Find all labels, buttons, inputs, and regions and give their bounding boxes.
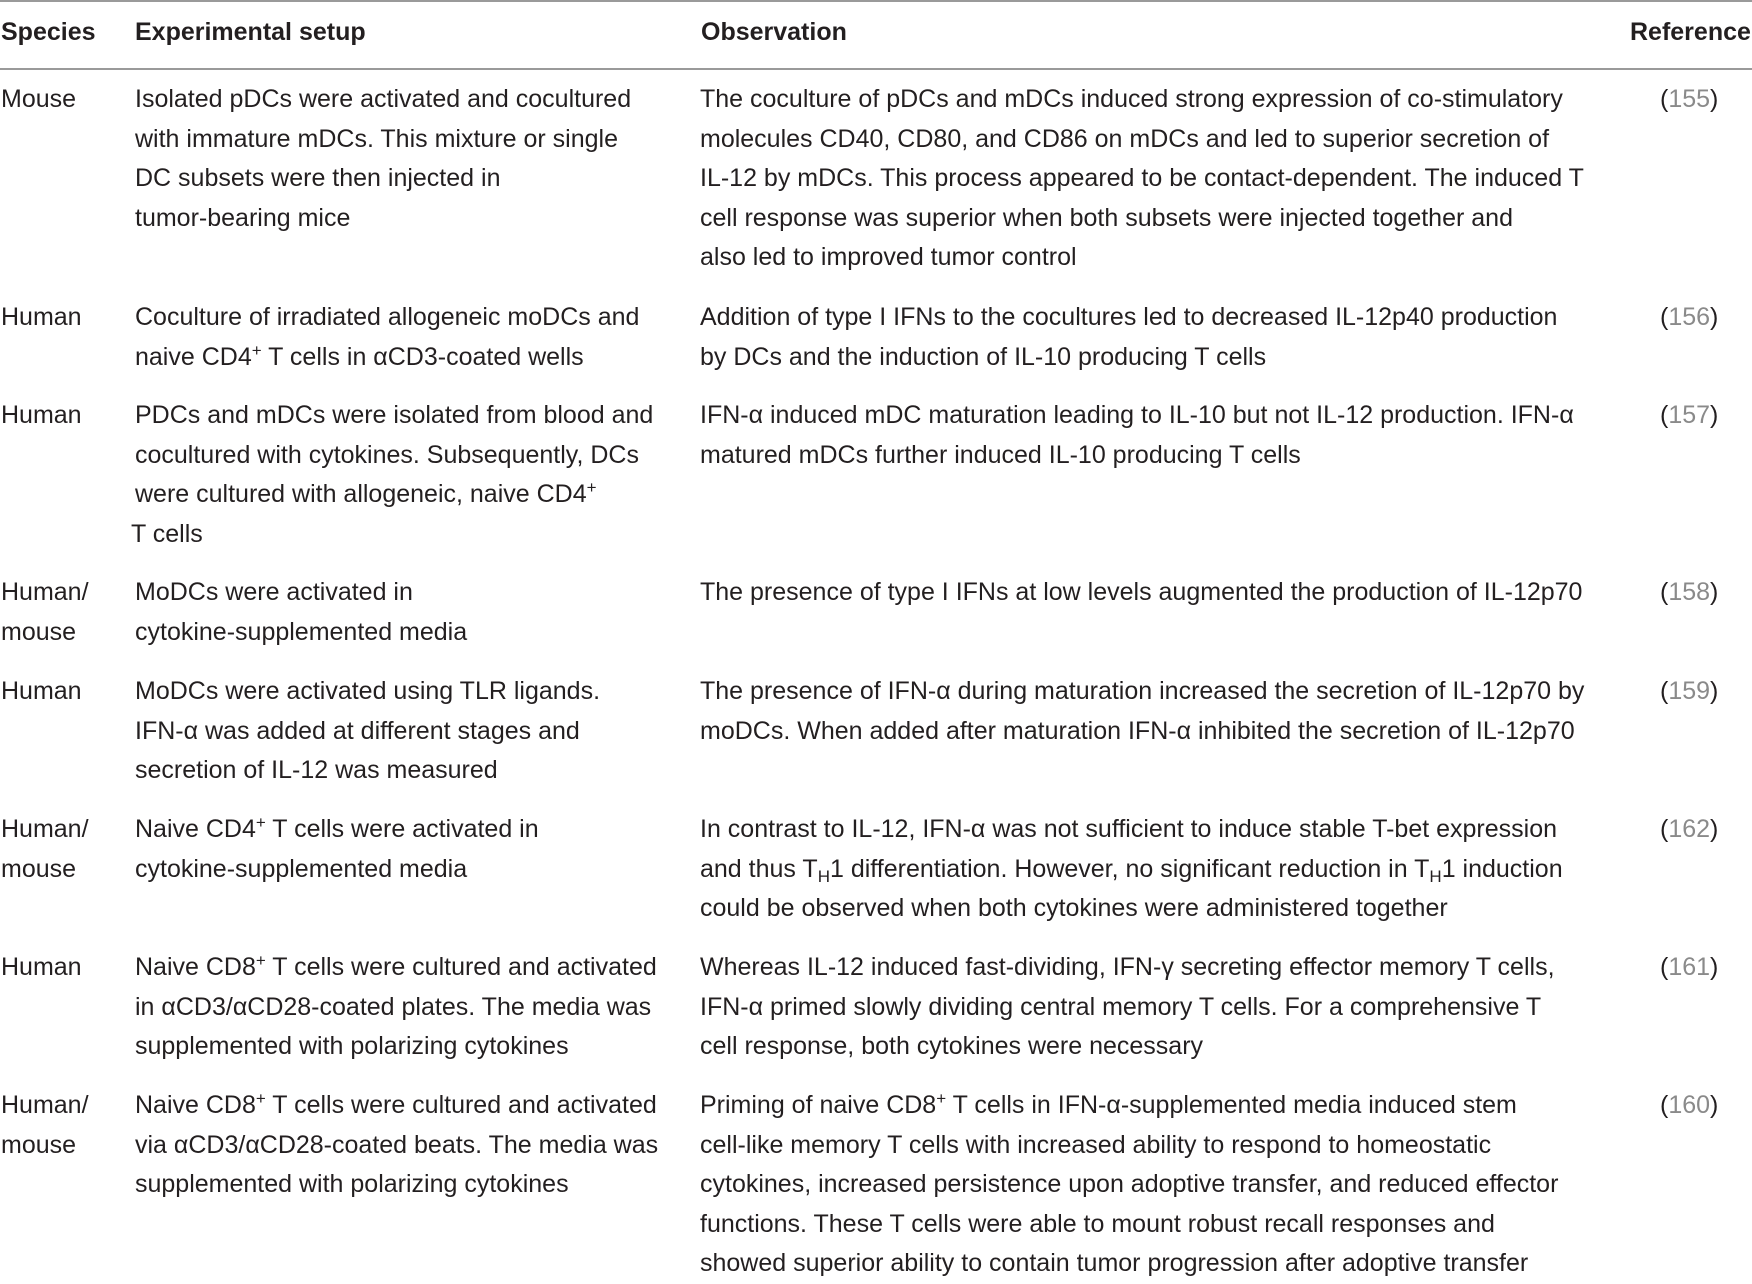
species-cell: Mouse <box>1 85 77 113</box>
reference-cell: (161) <box>1660 953 1719 981</box>
setup-cell: Isolated pDCs were activated and cocultured with immature mDCs. This mixture or single DC subsets were then injected in tumor-bearing mice <box>135 85 632 232</box>
setup-cell: Naive CD4+ T cells were activated in cytokine-supplemented media <box>135 813 539 883</box>
reference-link[interactable]: 162 <box>1668 815 1711 843</box>
header-rule <box>0 68 1752 70</box>
species-cell: Human/ mouse <box>1 815 89 883</box>
observation-cell: In contrast to IL-12, IFN-α was not sufficient to induce stable T-bet expression and thus $T_H1$ differentiation. However, no significant reduction in $T_H1$ induction could be observed when both cytokines were administered together <box>700 815 1563 923</box>
species-cell: Human <box>1 953 82 981</box>
header-observation: Observation <box>701 18 847 46</box>
reference-link[interactable]: 157 <box>1668 401 1711 429</box>
reference-cell: (162) <box>1660 815 1719 843</box>
reference-cell: (160) <box>1660 1091 1719 1119</box>
reference-cell: (156) <box>1660 303 1719 331</box>
species-cell: Human <box>1 303 82 331</box>
setup-cell: MoDCs were activated in cytokine-supplemented media <box>135 578 468 646</box>
header-reference: Reference <box>1630 18 1751 46</box>
observation-cell: The presence of IFN-α during maturation increased the secretion of IL-12p70 by moDCs. When added after maturation IFN-α inhibited the secretion of IL-12p70 <box>700 677 1585 745</box>
setup-cell: Naive CD8+ T cells were cultured and activated via αCD3/αCD28-coated beats. The media was supplemented with polarizing cytokines <box>135 1089 659 1199</box>
reference-link[interactable]: 156 <box>1668 303 1711 331</box>
species-cell: Human/ mouse <box>1 1091 89 1159</box>
setup-cell: PDCs and mDCs were isolated from blood and cocultured with cytokines. Subsequently, DCs were cultured with allogeneic, naive CD4+ T cells <box>131 401 654 548</box>
species-cell: Human <box>1 677 82 705</box>
reference-cell: (159) <box>1660 677 1719 705</box>
reference-link[interactable]: 160 <box>1668 1091 1711 1119</box>
reference-link[interactable]: 155 <box>1668 85 1711 113</box>
species-cell: Human/ mouse <box>1 578 89 646</box>
header-experimental-setup: Experimental setup <box>135 18 366 46</box>
species-cell: Human <box>1 401 82 429</box>
reference-cell: (155) <box>1660 85 1719 113</box>
reference-cell: (157) <box>1660 401 1719 429</box>
setup-cell: Naive CD8+ T cells were cultured and activated in αCD3/αCD28-coated plates. The media was supplemented with polarizing cytokines <box>135 951 657 1061</box>
setup-cell: Coculture of irradiated allogeneic moDCs and naive CD4+ T cells in αCD3-coated wells <box>135 303 640 371</box>
observation-cell: Priming of naive CD8+ T cells in IFN-α-supplemented media induced stem cell-like memory T cells with increased ability to respond to homeostatic cytokines, increased persistence upon adoptive transfer, and reduced effector functions. These T cells were able to mount robust recall responses and showed superior ability to contain tumor progression after adoptive transfer <box>700 1089 1559 1278</box>
setup-cell: MoDCs were activated using TLR ligands. IFN-α was added at different stages and secretion of IL-12 was measured <box>135 677 601 785</box>
observation-cell: Addition of type I IFNs to the cocultures led to decreased IL-12p40 production by DCs and the induction of IL-10 producing T cells <box>700 303 1558 371</box>
header-species: Species <box>1 18 96 46</box>
observation-cell: The presence of type I IFNs at low levels augmented the production of IL-12p70 <box>700 578 1583 606</box>
reference-link[interactable]: 161 <box>1668 953 1711 981</box>
reference-link[interactable]: 159 <box>1668 677 1711 705</box>
reference-cell: (158) <box>1660 578 1719 606</box>
observation-cell: IFN-α induced mDC maturation leading to IL-10 but not IL-12 production. IFN-α matured mDCs further induced IL-10 producing T cells <box>700 401 1574 469</box>
reference-link[interactable]: 158 <box>1668 578 1711 606</box>
table-top-rule <box>0 0 1752 2</box>
observation-cell: Whereas IL-12 induced fast-dividing, IFN-γ secreting effector memory T cells, IFN-α primed slowly dividing central memory T cells. For a comprehensive T cell response, both cytokines were necessary <box>700 953 1555 1061</box>
observation-cell: The coculture of pDCs and mDCs induced strong expression of co-stimulatory molecules CD40, CD80, and CD86 on mDCs and led to superior secretion of IL-12 by mDCs. This process appeared to be contact-dependent. The induced T cell response was superior when both subsets were injected together and also led to improved tumor control <box>700 85 1584 272</box>
